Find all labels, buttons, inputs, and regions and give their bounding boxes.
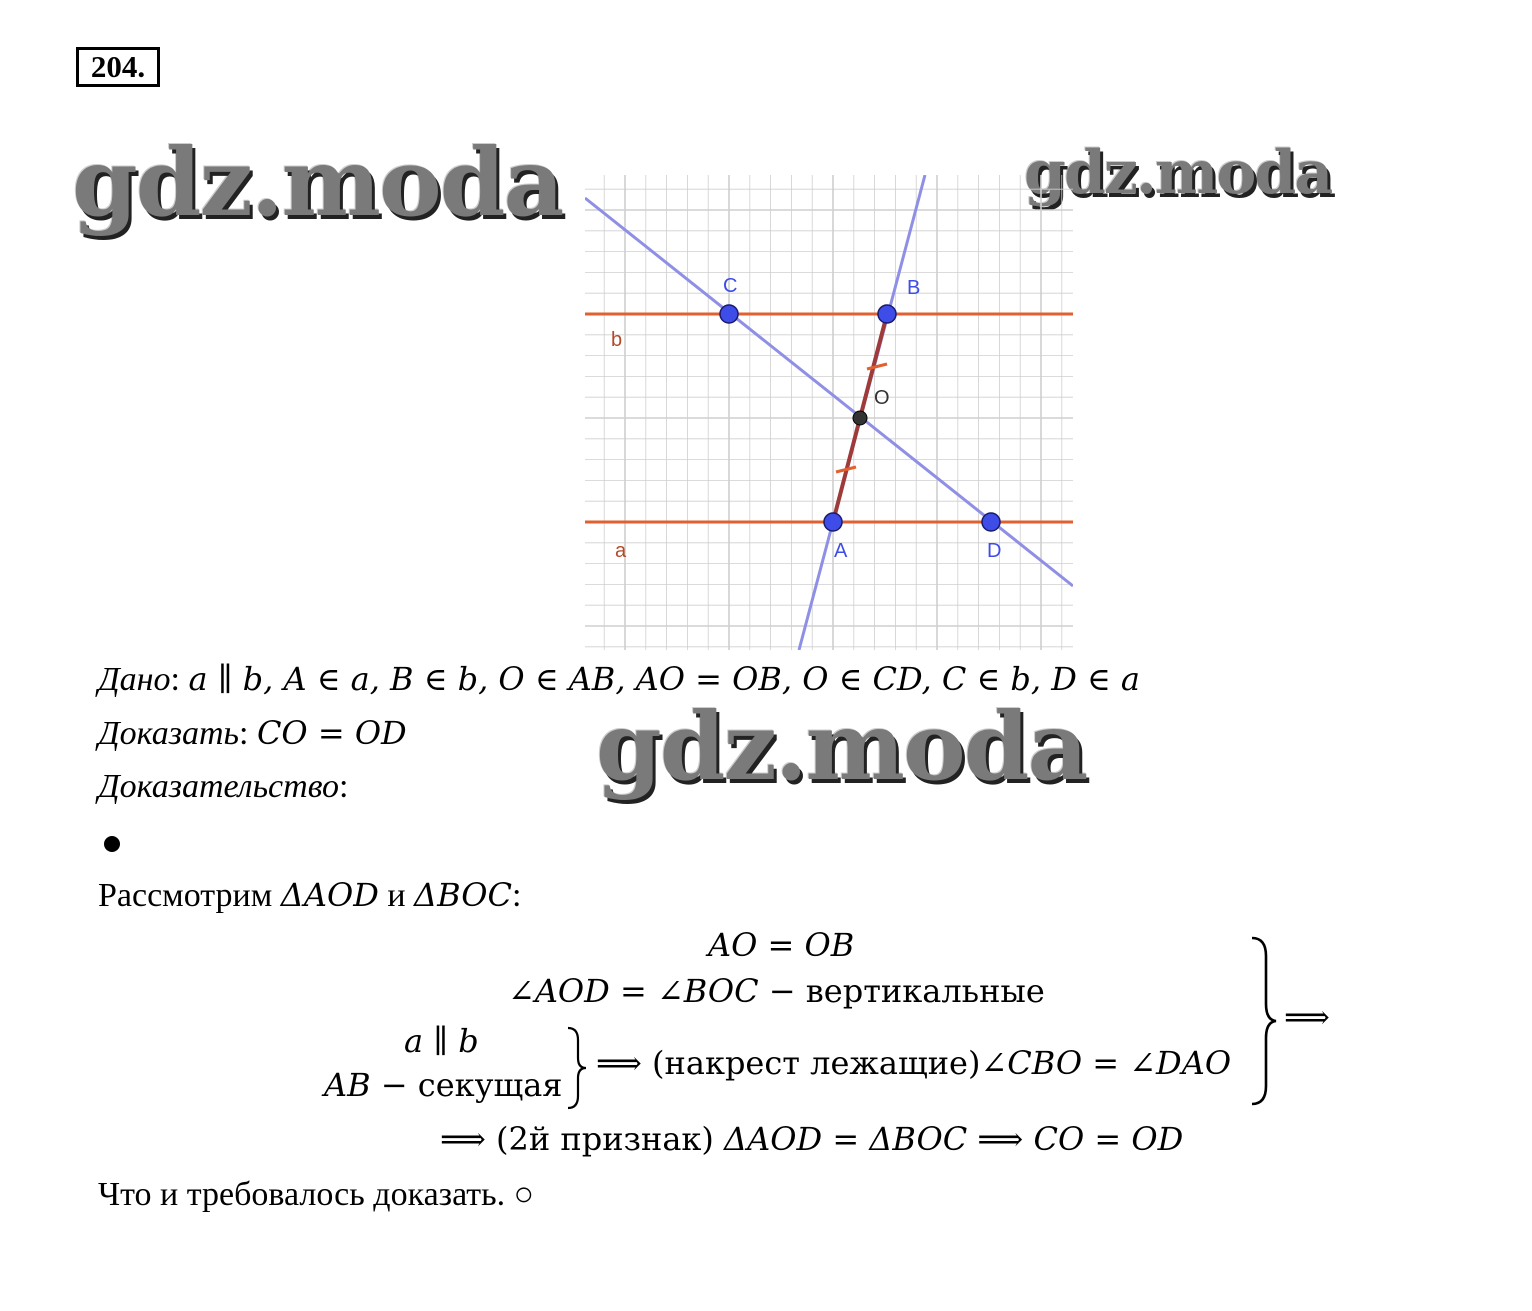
prove-math: CO = OD [256, 714, 407, 752]
equation-secant: AB − секущая [324, 1066, 563, 1104]
conclusion-line: Что и требовалось доказать. ○ [98, 1176, 535, 1213]
grid [585, 175, 1073, 650]
point-a [824, 513, 842, 531]
label-c: C [723, 275, 738, 297]
implies-arrow: ⟹ [1284, 998, 1330, 1036]
bullet-point [104, 836, 120, 852]
point-b [878, 305, 896, 323]
label-line-b: b [611, 329, 623, 351]
equation-parallel: a ∥ b [404, 1022, 479, 1060]
problem-number: 204. [76, 47, 160, 87]
label-a: A [834, 540, 848, 562]
label-b: B [907, 277, 921, 299]
label-line-a: a [615, 540, 627, 562]
point-o [853, 411, 867, 425]
watermark: gdz.moda [596, 692, 1087, 802]
triangle-boc: ΔBOC [414, 876, 512, 914]
proof-heading: Доказательство: [98, 768, 349, 805]
tick-mark [867, 364, 887, 369]
equation-ao-ob: AO = OB [708, 926, 855, 964]
given-label: Дано [98, 661, 171, 698]
equation-vertical-angles: ∠AOD = ∠BOC − вертикальные [508, 972, 1045, 1010]
geometry-figure [585, 175, 1073, 650]
watermark: gdz.moda [1024, 138, 1332, 208]
and-word: и [387, 877, 406, 914]
consider-line: Рассмотрим ΔAOD и ΔBOC: [98, 876, 522, 914]
equation-conclusion: ⟹ (2й признак) ΔAOD = ΔBOC ⟹ CO = OD [440, 1120, 1184, 1158]
given-line: Дано: a ∥ b, A ∈ a, B ∈ b, O ∈ AB, AO = OB, O ∈ CD, C ∈ b, D ∈ a [98, 660, 1140, 698]
prove-line: Доказать: CO = OD [98, 714, 407, 752]
prove-label: Доказать [98, 715, 239, 752]
equation-alternate-angles: ⟹ (накрест лежащие)∠CBO = ∠DAO [596, 1044, 1232, 1082]
proof-label: Доказательство [98, 768, 340, 805]
point-c [720, 305, 738, 323]
consider-word: Рассмотрим [98, 877, 273, 914]
small-brace [564, 1026, 588, 1110]
watermark: gdz.moda [72, 128, 563, 238]
triangle-aod: ΔAOD [280, 876, 379, 914]
label-o: O [874, 387, 890, 409]
label-d: D [987, 540, 1002, 562]
large-brace [1248, 936, 1280, 1106]
given-math: a ∥ b, A ∈ a, B ∈ b, O ∈ AB, AO = OB, O ∈ CD, C ∈ b, D ∈ a [188, 660, 1140, 698]
point-d [982, 513, 1000, 531]
